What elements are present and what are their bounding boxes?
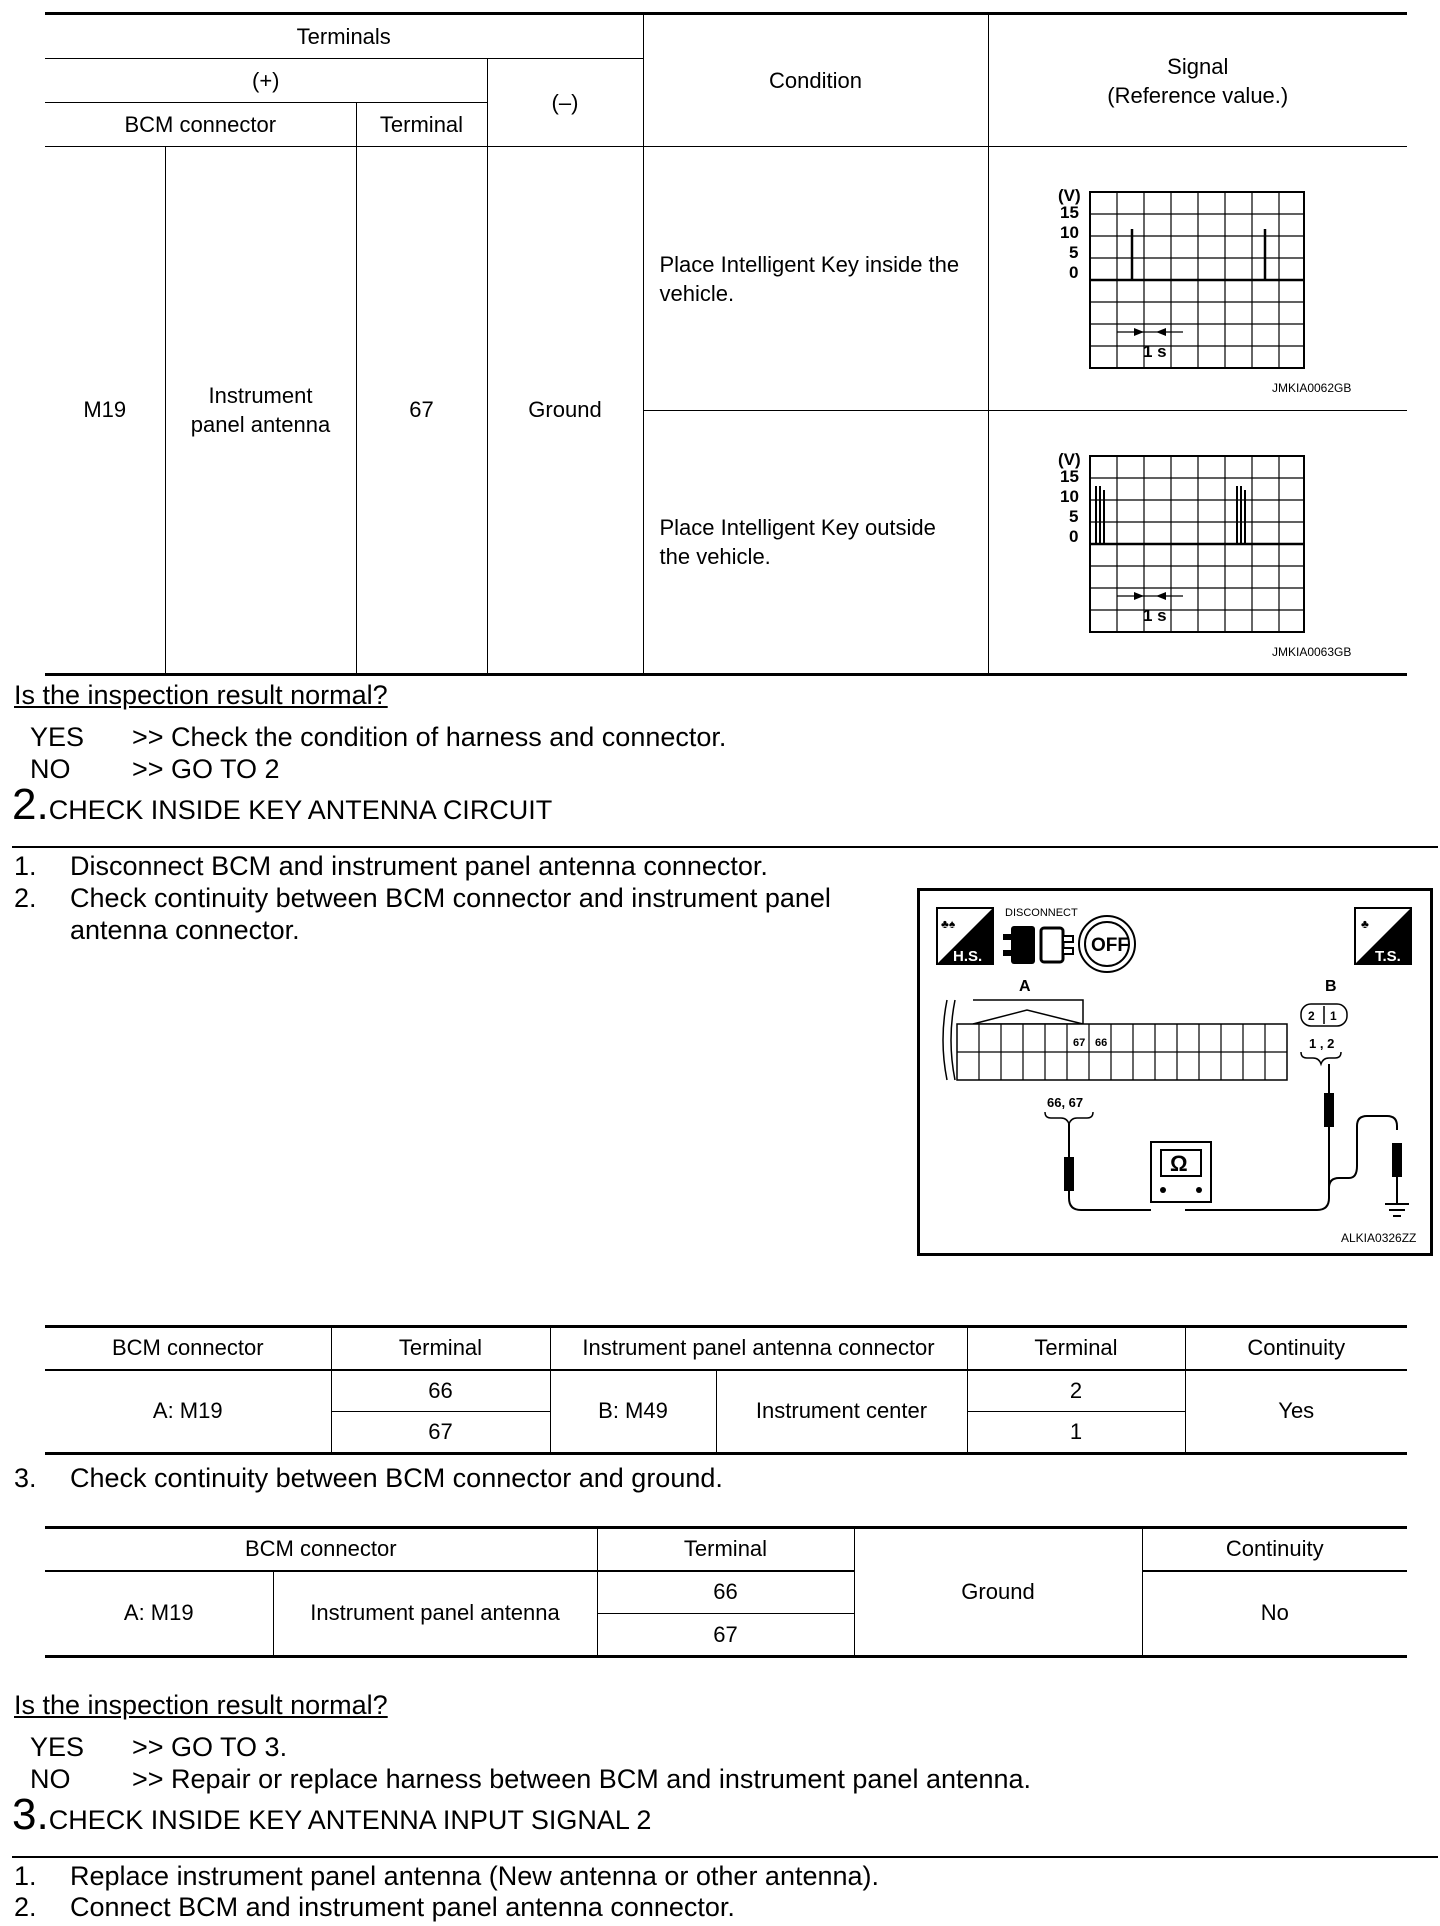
step-3-title: CHECK INSIDE KEY ANTENNA INPUT SIGNAL 2: [48, 1805, 652, 1835]
step-2-rule: [12, 846, 1438, 848]
ts-icon: [1355, 908, 1411, 965]
svg-text:T.S.: T.S.: [1375, 948, 1401, 965]
wave1-tick-0: 0: [1069, 263, 1079, 282]
header-minus: (–): [487, 59, 643, 147]
svg-text:1 , 2: 1 , 2: [1309, 1036, 1335, 1051]
t3-ground: Ground: [854, 1528, 1142, 1657]
step-2-number: 2.: [12, 780, 49, 829]
header-terminal: Terminal: [356, 103, 487, 147]
wave1-tick-10: 10: [1060, 223, 1079, 242]
step-3-item-2: [14, 1891, 735, 1923]
t2-header-antenna-connector: Instrument panel antenna connector: [550, 1327, 967, 1370]
item-text: Replace instrument panel antenna (New antenna or other antenna).: [70, 1861, 880, 1891]
item-text: Check continuity between BCM connector and ground.: [70, 1463, 723, 1493]
waveform-inside: [1040, 180, 1370, 400]
wave2-tick-5: 5: [1069, 507, 1079, 526]
header-condition: Condition: [643, 14, 988, 147]
wave2-time: 1 s: [1143, 606, 1167, 625]
item-number: 3.: [14, 1463, 37, 1493]
t2-terminal-66: 66: [331, 1370, 550, 1412]
t2-conn-b: B: M49: [550, 1370, 716, 1454]
continuity-table-2: [45, 1526, 1407, 1658]
cell-connector: M19: [45, 147, 165, 675]
ignition-off-icon: [1079, 916, 1135, 972]
item-text-line2: antenna connector.: [70, 915, 300, 945]
svg-text:♣♠: ♣♠: [941, 917, 956, 931]
header-signal: [988, 14, 1407, 147]
svg-text:♣: ♣: [1361, 917, 1369, 931]
step-3-rule: [12, 1856, 1438, 1858]
svg-text:Ω: Ω: [1170, 1151, 1188, 1176]
q1-yes-text: >> Check the condition of harness and connector.: [132, 722, 727, 752]
item-text-line1: Check continuity between BCM connector and instrument panel: [70, 883, 831, 913]
wave2-code: JMKIA0063GB: [1272, 645, 1352, 659]
svg-text:1: 1: [1330, 1009, 1337, 1023]
condition-inside-line2: vehicle.: [659, 280, 735, 306]
condition-inside-line1: Place Intelligent Key inside the: [659, 251, 960, 277]
signal-ref-label: (Reference value.): [1107, 82, 1289, 108]
t3-name: Instrument panel antenna: [273, 1571, 597, 1657]
svg-text:2: 2: [1308, 1009, 1315, 1023]
pin-66: 66: [1095, 1037, 1108, 1049]
step-3-heading: [12, 1790, 651, 1840]
wave1-tick-5: 5: [1069, 243, 1079, 262]
t3-bcm: A: M19: [45, 1571, 273, 1657]
t3-terminal-67: 67: [597, 1614, 854, 1657]
header-bcm-connector: BCM connector: [45, 103, 356, 147]
t3-header-bcm: BCM connector: [45, 1528, 597, 1571]
condition-inside: [643, 147, 988, 411]
t2-header-continuity: Continuity: [1185, 1327, 1407, 1370]
wave2-tick-15: 15: [1060, 467, 1079, 486]
q2-no-key: NO: [30, 1764, 71, 1794]
wave2-tick-10: 10: [1060, 487, 1079, 506]
q1-no-text: >> GO TO 2: [132, 754, 280, 784]
q1-no-key: NO: [30, 754, 71, 784]
t2-conn-b-name: Instrument center: [716, 1370, 967, 1454]
item-number: 1.: [14, 851, 37, 881]
q2-no-text: >> Repair or replace harness between BCM and instrument panel antenna.: [132, 1764, 1032, 1794]
condition-outside-line1: Place Intelligent Key outside: [659, 515, 936, 540]
t2-header-bcm: BCM connector: [45, 1327, 331, 1370]
pin-67: 67: [1073, 1037, 1086, 1049]
wave1-code: JMKIA0062GB: [1272, 381, 1352, 395]
t2-bcm: A: M19: [45, 1370, 331, 1454]
diagram-code: ALKIA0326ZZ: [1341, 1231, 1417, 1245]
wave1-time: 1 s: [1143, 342, 1167, 361]
wave2-unit: (V): [1058, 450, 1081, 469]
label-b: B: [1325, 978, 1337, 995]
svg-text:DISCONNECT: DISCONNECT: [1005, 907, 1078, 919]
t2-terminal-2: 2: [967, 1370, 1185, 1412]
cell-antenna-name: [165, 147, 356, 675]
svg-text:OFF: OFF: [1091, 935, 1129, 956]
step-3-item-1: [14, 1860, 879, 1892]
pins-a-label: 66, 67: [1047, 1095, 1084, 1110]
step-2-heading: [12, 780, 552, 830]
t2-header-terminal-b: Terminal: [967, 1327, 1185, 1370]
item-number: 2.: [14, 1892, 37, 1922]
condition-outside-line2: the vehicle.: [659, 544, 771, 569]
step-2-item-2: [14, 882, 831, 946]
q1-yes-key: YES: [30, 722, 85, 752]
item-text: Connect BCM and instrument panel antenna connector.: [70, 1892, 735, 1922]
condition-outside: [643, 411, 988, 675]
t3-continuity: No: [1142, 1571, 1407, 1657]
t3-header-continuity: Continuity: [1142, 1528, 1407, 1571]
step-3-number: 3.: [12, 1790, 49, 1839]
t3-terminal-66: 66: [597, 1571, 854, 1614]
item-number: 1.: [14, 1861, 37, 1891]
signal-label: Signal: [1167, 53, 1229, 79]
continuity-table-1: [45, 1325, 1407, 1455]
waveform-outside: [1040, 444, 1370, 664]
t3-header-terminal: Terminal: [597, 1528, 854, 1571]
q2-yes-key: YES: [30, 1732, 85, 1762]
wave1-unit: (V): [1058, 186, 1081, 205]
antenna-name-line1: Instrument: [208, 383, 313, 408]
hs-icon: [937, 908, 993, 965]
question-2: Is the inspection result normal?: [14, 1690, 388, 1720]
cell-terminal: 67: [356, 147, 487, 675]
antenna-name-line2: panel antenna: [190, 412, 331, 437]
t2-header-terminal-a: Terminal: [331, 1327, 550, 1370]
step-2-item-1: [14, 850, 768, 882]
svg-text:H.S.: H.S.: [953, 948, 983, 965]
item-text: Disconnect BCM and instrument panel antenna connector.: [70, 851, 768, 881]
header-plus: (+): [45, 59, 487, 103]
step-2-item-3: [14, 1462, 723, 1494]
t2-terminal-1: 1: [967, 1412, 1185, 1454]
continuity-diagram: [917, 888, 1433, 1256]
label-a: A: [1019, 978, 1031, 995]
cell-ground: Ground: [487, 147, 643, 675]
wave1-tick-15: 15: [1060, 203, 1079, 222]
item-number: 2.: [14, 883, 37, 913]
t2-continuity: Yes: [1185, 1370, 1407, 1454]
header-terminals: Terminals: [45, 14, 643, 59]
wave2-tick-0: 0: [1069, 527, 1079, 546]
question-1: Is the inspection result normal?: [14, 680, 388, 710]
step-2-title: CHECK INSIDE KEY ANTENNA CIRCUIT: [48, 795, 553, 825]
t2-terminal-67: 67: [331, 1412, 550, 1454]
q2-yes-text: >> GO TO 3.: [132, 1732, 288, 1762]
